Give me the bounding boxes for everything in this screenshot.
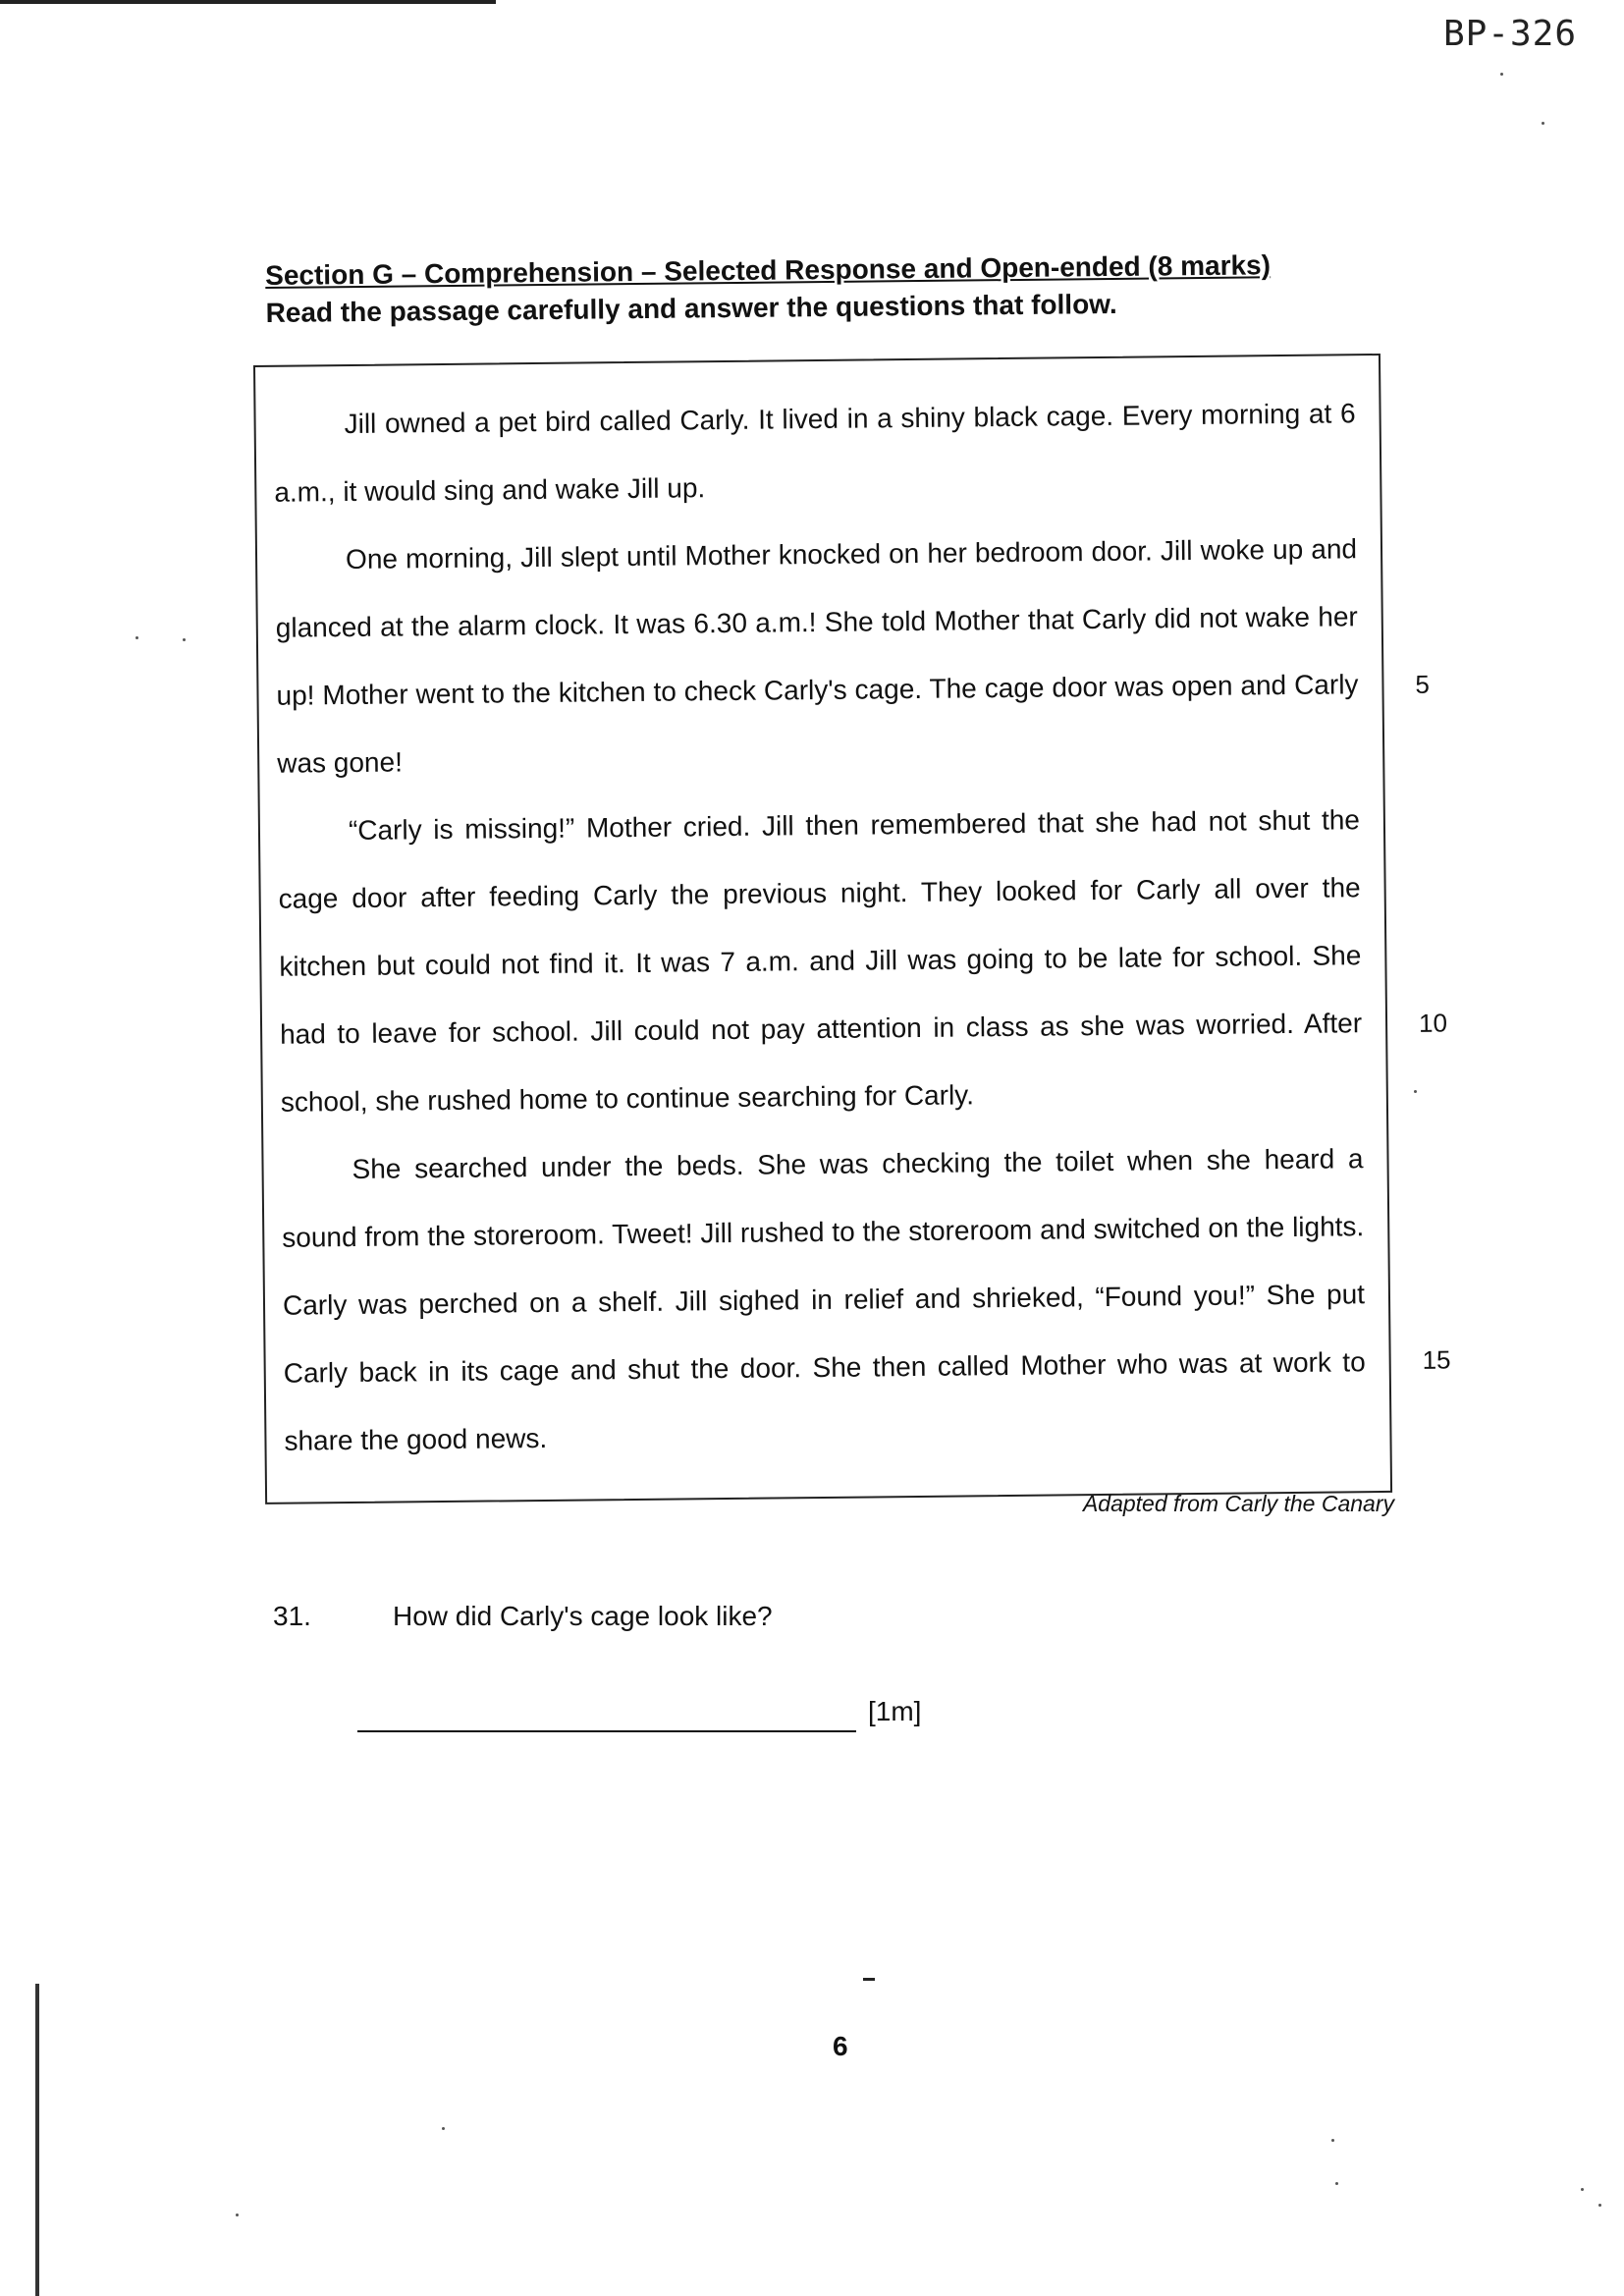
- passage-source: Adapted from Carly the Canary: [1082, 1491, 1394, 1516]
- scan-speck: [1335, 2182, 1338, 2185]
- passage-paragraph-3: “Carly is missing!” Mother cried. Jill then remembered that she had not shut the cage door after feeding Carly the previous night. They looked for Carly all over the kitchen but could not find it. It was 7 a.m. and Jill was going to be late for school. She had to leave for school. Jill could not pay attention in class as she was worried. After school, she rushed home to continue searching for Carly.: [278, 804, 1363, 1118]
- question-number: 31.: [273, 1601, 311, 1631]
- question-marks: [1m]: [868, 1696, 922, 1726]
- passage-paragraph-4: She searched under the beds. She was checking the toilet when she heard a sound from the storeroom. Tweet! Jill rushed to the storeroom and switched on the lights. Carly was perched on a shelf. Jill sighed in relief and shrieked, “Found you!” She put Carly back in its cage and shut the door. She then called Mother who was at work to share the good news.: [282, 1143, 1366, 1456]
- scan-speck: [1500, 73, 1503, 76]
- line-numbers: [1400, 364, 1471, 1504]
- document-code: BP-326: [1442, 14, 1577, 54]
- scan-speck: [135, 636, 138, 639]
- section-title: Section G – Comprehension – Selected Response and Open-ended (8 marks): [265, 249, 1272, 291]
- scan-edge-left: [35, 1984, 39, 2296]
- scan-edge-top: [0, 0, 496, 4]
- scan-speck: [1331, 2139, 1334, 2142]
- line-number-15: 15: [1422, 1344, 1451, 1375]
- page-number: 6: [833, 2031, 848, 2061]
- scan-speck: [1598, 2204, 1601, 2207]
- section-instruction: Read the passage carefully and answer the questions that follow.: [265, 288, 1117, 328]
- question-text: How did Carly's cage look like?: [393, 1601, 773, 1631]
- page-dash: [863, 1978, 875, 1981]
- passage-paragraph-2: One morning, Jill slept until Mother knocked on her bedroom door. Jill woke up and glanced at the alarm clock. It was 6.30 a.m.! She told Mother that Carly did not wake her up! Mother went to the kitchen to check Carly's cage. The cage door was open and Carly was gone!: [275, 533, 1359, 779]
- scan-speck: [1581, 2188, 1584, 2191]
- line-number-5: 5: [1415, 669, 1431, 699]
- passage-paragraph-1: Jill owned a pet bird called Carly. It lived in a shiny black cage. Every morning at 6 a.m., it would sing and wake Jill up.: [274, 398, 1356, 508]
- scan-speck: [1542, 122, 1544, 125]
- question-31: [273, 1601, 1157, 1632]
- line-number-10: 10: [1418, 1008, 1448, 1038]
- scan-speck: [236, 2214, 239, 2216]
- passage-box: [253, 354, 1392, 1504]
- answer-line[interactable]: [357, 1730, 856, 1732]
- section-heading: [265, 246, 1346, 332]
- scan-speck: [183, 638, 186, 641]
- scan-speck: [442, 2127, 445, 2130]
- scan-speck: [1414, 1090, 1417, 1093]
